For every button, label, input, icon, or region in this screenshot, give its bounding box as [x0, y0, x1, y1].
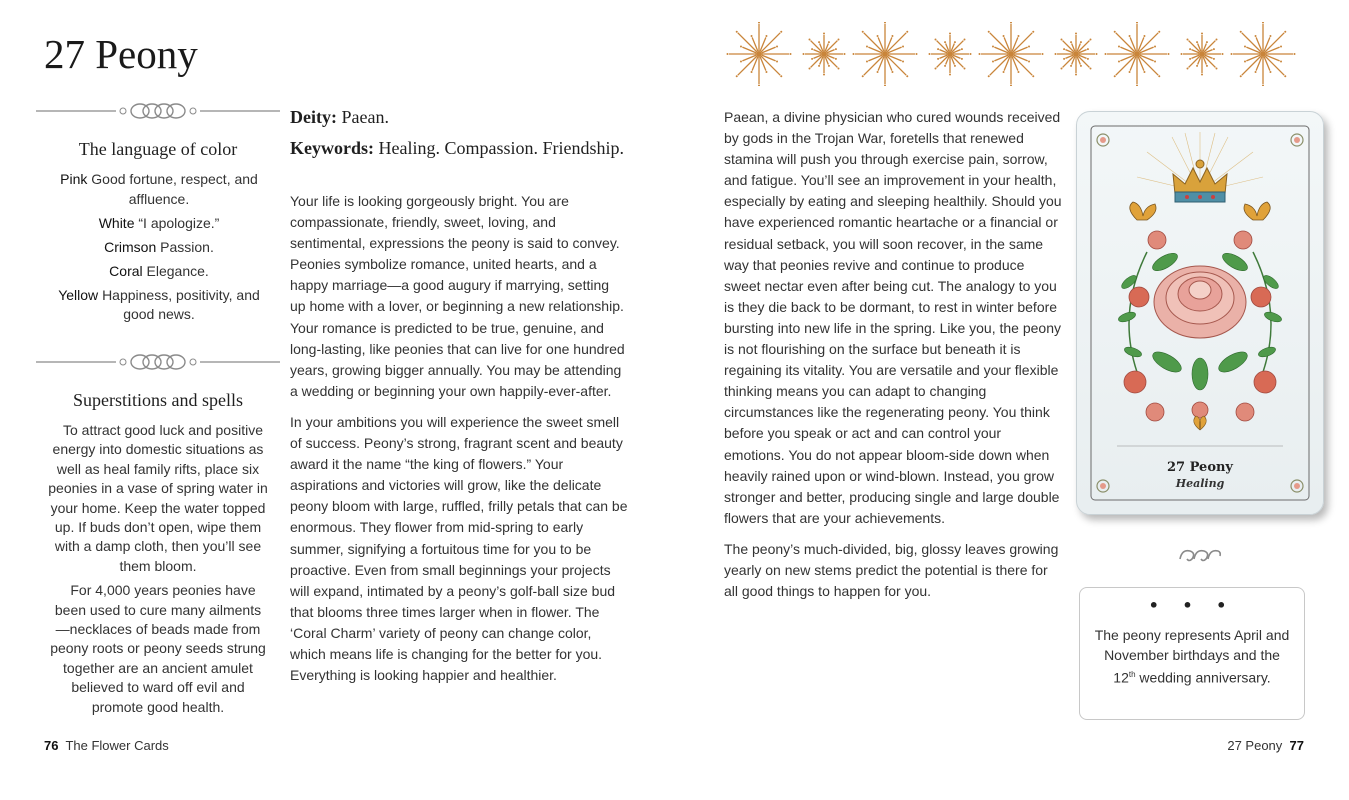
color-name: White: [98, 214, 135, 231]
deity-label: Deity:: [290, 107, 337, 127]
color-language-heading: The language of color: [78, 139, 238, 159]
ornament-divider-top: [36, 101, 280, 121]
body-paragraph: In your ambitions you will experience the sweet smell of success. Peony’s strong, fragrant scent and beauty award it the name “the king of flowers.” Your aspirations and victories will grow, like the delicate peony bloom with large, ruffled, frilly petals that can be enormous. They flower from mid-spring to early summer, signifying a fortuitous time for you to be proactive. Even from small beginnings your projects will expand, intimated by a peony’s golf-ball size bud that blooms three times larger when in flower. The ‘Coral Charm’ variety of peony can change color, which means life is changing for the better for you. Everything is looking happier and healthier.: [290, 413, 628, 684]
superstitions-text: [48, 421, 268, 722]
note-dots: • • •: [1148, 596, 1236, 615]
sunburst-icon: [853, 22, 918, 86]
sunburst-icon: [1105, 22, 1170, 86]
color-entry-yellow: [46, 286, 272, 325]
keywords-line: [290, 138, 624, 159]
sunburst-ornament-row: [726, 22, 1300, 86]
footer-left: [44, 738, 169, 753]
deity-line: [290, 107, 389, 128]
sunburst-icon: [1181, 33, 1224, 76]
sunburst-icon: [1231, 22, 1296, 86]
color-name: Pink: [60, 171, 88, 187]
color-meaning: Passion.: [160, 238, 214, 255]
body-column-middle: [290, 191, 628, 696]
superstitions-heading: Superstitions and spells: [73, 390, 243, 410]
running-header-left: The Flower Cards: [65, 738, 169, 753]
spell-paragraph: To attract good luck and positive energy into domestic situations as well as heal family rifts, place six peonies in a vase of spring water in your home. Keep the water topped up. If buds don’t open, wipe them with a damp cloth, then you’ll see them bloom.: [48, 422, 268, 574]
oracle-card: [1076, 111, 1324, 515]
body-paragraph: Paean, a divine physician who cured wounds received by gods in the Trojan War, foretells that renewed stamina will push you through exercise pain, sorrow, and fatigue. You’ll see an improvement in your health, especially by eating and sleeping healthily. Should you have experienced romantic heartache or a financial or residual setback, you will soon recover, in the same way that peonies revive and continue to produce sweet nectar even after being cut. The analogy to you is they die back to be dormant, to rest in winter before bursting into new life in the spring. Like you, the peony is not flourishing on the surface but beneath it is regaining its vitality. You are versatile and your flexible thinking means you can adapt to changing circumstances like the regenerating peony. You think before you speak or act and can control your emotions. You do not appear bloom-side down when heavily rained upon or wind-blown. Instead, you grow stronger and better, producing single and large double flowers that are your achievements.: [724, 109, 1062, 526]
keywords-value: Healing. Compassion. Friendship.: [378, 138, 624, 158]
deity-value: Paean.: [341, 107, 389, 127]
sunburst-icon: [727, 22, 792, 86]
peony-illustration: [1077, 112, 1323, 514]
color-name: Crimson: [104, 238, 157, 255]
sunburst-icon: [929, 33, 972, 76]
sunburst-icon: [1055, 33, 1098, 76]
sunburst-icon: [979, 22, 1044, 86]
page-number-right: 77: [1289, 738, 1304, 753]
footer-right: [1227, 738, 1304, 753]
swirl-ornament: [1176, 545, 1222, 567]
body-column-right: [724, 107, 1062, 612]
note-superscript: th: [1128, 670, 1136, 679]
keywords-label: Keywords:: [290, 138, 374, 158]
color-meaning: Happiness, positivity, and good news.: [102, 286, 260, 322]
color-entry-pink: [46, 170, 272, 209]
color-meaning: Good fortune, respect, and affluence.: [91, 171, 258, 207]
color-entry-crimson: [46, 238, 272, 258]
color-name: Coral: [109, 262, 143, 279]
note-text-end: wedding anniversary.: [1135, 669, 1271, 686]
color-entry-coral: [46, 262, 272, 282]
body-paragraph: The peony’s much-divided, big, glossy leaves growing yearly on new stems predict the potential is there for all good things to happen for you.: [724, 540, 1059, 600]
page-number-left: 76: [44, 738, 59, 753]
spell-paragraph: For 4,000 years peonies have been used to cure many ailments—necklaces of beads made from peony roots or peony seeds strung together are an ancient amulet believed to ward off evil and promote good health.: [50, 582, 266, 715]
color-name: Yellow: [58, 286, 99, 303]
color-meaning: Elegance.: [146, 262, 209, 279]
sunburst-icon: [803, 33, 846, 76]
body-paragraph: Your life is looking gorgeously bright. You are compassionate, friendly, sweet, loving, and sentimental, expressions the peony is said to convey. Peonies symbolize romance, united hearts, and a happy marriage—a good augury if marrying, setting up home with a lover, or beginning a new relationship. Your romance is predicted to be true, genuine, and long-lasting, like peonies that can live for one hundred years, growing bigger annually. You may be attending a wedding or beginning your own happily-ever-after.: [290, 193, 625, 399]
birthday-note-box: [1079, 587, 1305, 720]
running-header-right: 27 Peony: [1227, 738, 1283, 753]
card-subtitle: Healing: [1175, 477, 1225, 490]
note-text: [1094, 626, 1290, 688]
note-text-main: The peony represents April and November birthdays and the 12: [1094, 627, 1290, 686]
color-language-list: [46, 170, 272, 329]
card-title: 27 Peony: [1167, 460, 1233, 475]
color-meaning: “I apologize.”: [138, 214, 220, 231]
color-entry-white: [46, 214, 272, 234]
page-title: 27 Peony: [44, 31, 198, 77]
ornament-divider-middle: [36, 352, 280, 372]
